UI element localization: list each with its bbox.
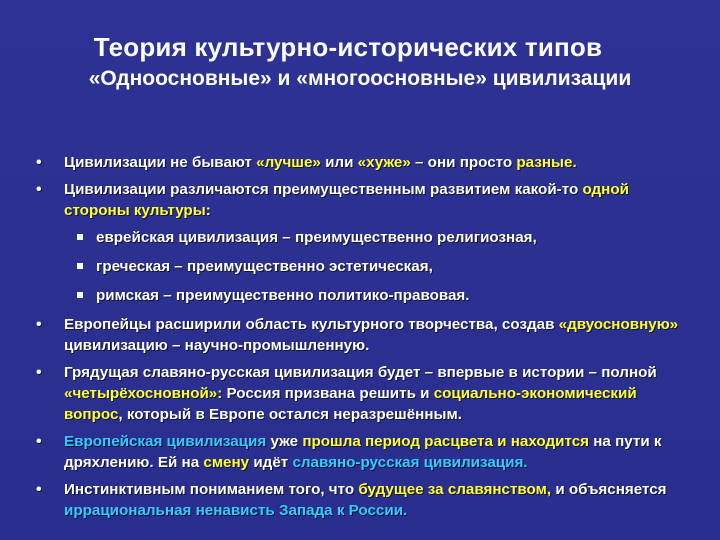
- highlight-slavic-russian: славяно-русская цивилизация.: [292, 454, 528, 471]
- text: цивилизацию – научно-промышленную.: [64, 337, 370, 354]
- highlight-european-civilization: Европейская цивилизация: [64, 433, 267, 450]
- text: :: [205, 202, 211, 219]
- title-line-2: «Одноосновные» и «многоосновные» цивилизации: [88, 66, 632, 90]
- text: – они просто: [410, 154, 517, 171]
- bullet-one-side-of-culture: [34, 179, 694, 221]
- bullet-slavic-russian-future: [34, 362, 694, 425]
- title-line-1: Теория культурно-исторических типов: [93, 32, 603, 62]
- text: Европейцы расширили область культурного творчества, создав: [64, 316, 559, 333]
- highlight-two-based: «двуосновную»: [558, 316, 679, 333]
- highlight-one-side: одной стороны культуры: [64, 181, 629, 219]
- slide-title: [0, 32, 720, 91]
- sub-bullet-greek: греческая – преимущественно эстетическая,: [34, 256, 694, 277]
- text: Цивилизации не бывают: [64, 154, 257, 171]
- text: Цивилизации различаются преимущественным развитием какой-то: [64, 181, 583, 198]
- text: идёт: [249, 454, 293, 471]
- text: на пути к дряхлению. Ей на: [64, 433, 662, 471]
- bullet-european-decline: [34, 431, 694, 473]
- bullet-list: [34, 152, 694, 527]
- sub-bullet-roman: римская – преимущественно политико-правовая.: [34, 285, 694, 306]
- highlight-replacement: смену: [203, 454, 250, 471]
- text: и объясняется: [551, 481, 667, 498]
- bullet-europeans: [34, 314, 694, 356]
- highlight-socio-economic: социально-экономический вопрос: [64, 385, 637, 423]
- highlight-irrational-hatred: иррациональная ненависть Запада к России.: [64, 502, 408, 519]
- text: Грядущая славяно-русская цивилизация будет – впервые в истории – полной: [64, 364, 657, 381]
- highlight-past-peak: прошла период расцвета и находится: [302, 433, 590, 450]
- highlight-better: «лучше»: [256, 154, 321, 171]
- highlight-worse: «хуже»: [357, 154, 411, 171]
- text: Россия призвана решить и: [222, 385, 434, 402]
- text: , который в Европе остался неразрешённым.: [118, 406, 462, 423]
- highlight-four-based: «четырёхосновной»:: [64, 385, 223, 402]
- text: или: [320, 154, 358, 171]
- bullet-civilizations-not-better-worse: [34, 152, 694, 173]
- text: уже: [266, 433, 303, 450]
- text: Инстинктивным пониманием того, что: [64, 481, 359, 498]
- highlight-future-slavdom: будущее за славянством,: [358, 481, 552, 498]
- highlight-different: разные.: [516, 154, 577, 171]
- bullet-instinctive-understanding: [34, 479, 694, 521]
- sub-bullet-jewish: еврейская цивилизация – преимущественно религиозная,: [34, 227, 694, 248]
